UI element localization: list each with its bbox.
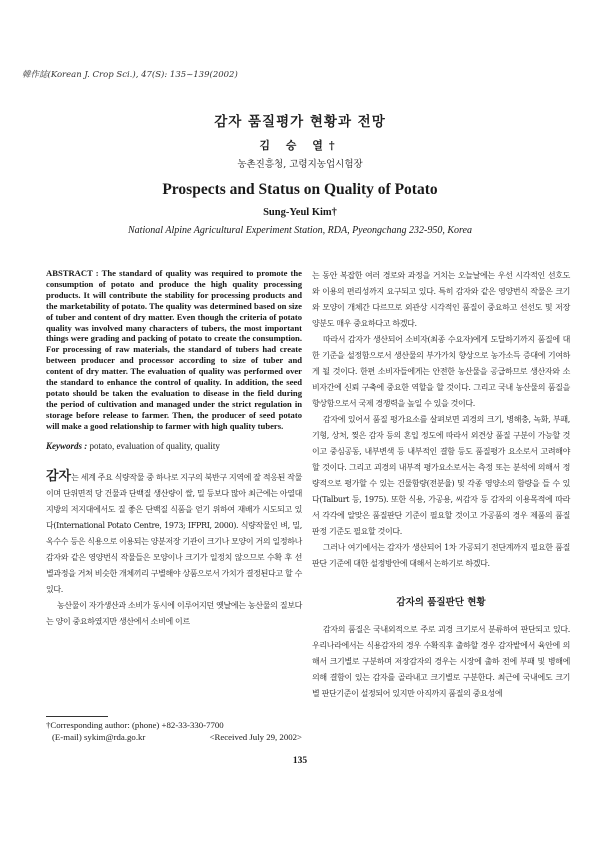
footnote-email: (E-mail) sykim@rda.go.kr [52,732,146,742]
drop-cap: 감자 [46,468,72,484]
intro-paragraph-1 [46,469,302,598]
intro-paragraph-1-text: 는 세계 주요 식량작물 중 하나로 지구의 북반구 지역에 잘 적응된 작물이며 단위면적 당 건물과 단백질 생산량이 쌀, 밀 등보다 많아 최근에는 아열대지방의 저지대에서도 질 좋은 단백질 식품을 얻기 위하여 재배가 시도되고 있다(International Potato Centre, 1973; IFPRI, 2000). 식량작물인 벼, 밀, 옥수수 등은 식용으로 이용되는 양분저장 기관이 크기나 모양이 거의 일정하나 감자와 같은 영양번식 작물들은 모양이나 크기가 일정치 않으므로 수확 후 선별과정을 거쳐 비슷한 개체끼리 구별해야 상품으로서 가치가 결정된다고 할 수 있다. [46,472,302,594]
right-column [312,268,570,702]
footnote-received: <Received July 29, 2002> [209,732,302,742]
right-paragraph-5: 감자의 품질은 국내외적으로 주로 괴경 크기로서 분류하여 판단되고 있다. 우리나라에서는 식용감자의 경우 수확직후 출하할 경우 감자밭에서 육안에 의해서 크기별로 구분하며 저장감자의 경우는 시장에 출하 전에 부패 및 병해에 의해 결함이 있는 감자를 골라내고 크기별로 구분한다. 최근에 국내에도 크기별 판단기준이 설정되어 있지만 아직까지 품질의 중요성에 [312,625,570,698]
footnote-corresponding: †Corresponding author: (phone) +82-33-330-7700 [46,720,224,730]
right-paragraph-2: 따라서 감자가 생산되어 소비자(최종 수요자)에게 도달하기까지 품질에 대한 기준을 설정함으로서 생산물의 부가가치 향상으로 농가소득 증대에 기여하게 될 것이다. 한편 소비자들에게는 안전한 농산물을 공급하므로 생산자와 소비자간에 신뢰 구축에 중요한 역할을 할 것이다. 그리고 국내 농산물의 품질을 향상함으로서 국제 경쟁력을 높일 수 있을 것이다. [312,335,570,408]
abstract: ABSTRACT : The standard of quality was required to promote the consumption of potato and produce the high quality processing products. It will contribute the stability for processing products and the marketability of potato. The quality was determined based on size of tuber and content of dry matter. Even though the criteria of potato quality was involved many characters of tubers, the most important things were grading and packing of potato to create the consumption. For processing of raw materials, the standard of tubers had create between producer and processor according to size of tuber and content of dry matter. The evaluation of quality was performed over the standard to enhance the control of quality. In addition, the seed potato should be taken the evaluation to disease in the field during the period of cultivation and managed under the strict regulation in storage before release to farmer. Then, the producer of seed potato will make a good relationship to farmer with high quality tubers. [46,268,302,431]
journal-reference: 韓作誌(Korean J. Crop Sci.), 47(S): 135~139(2002) [22,70,238,80]
keywords-label: Keywords : [46,440,88,451]
korean-title: 감자 품질평가 현황과 전망 [214,114,386,130]
footnote-rule [46,716,108,717]
footnote [46,719,302,743]
korean-affiliation: 농촌진흥청, 고령지농업시험장 [237,159,363,170]
page-number: 135 [292,756,308,766]
korean-author: 김 승 열† [259,139,341,152]
keywords [46,441,302,451]
right-paragraph-1: 는 동안 복잡한 여러 경로와 과정을 거치는 오늘날에는 우선 시각적인 선호도와 이용의 편리성까지 요구되고 있다. 특히 감자와 같은 영양번식 작물은 크기와 모양이 개체간 다르므로 외관상 시각적인 품질이 중요하고 선선도 및 저장양분도 매우 중요하다고 하겠다. [312,271,570,328]
english-affiliation: National Alpine Agricultural Experiment Station, RDA, Pyeongchang 232-950, Korea [128,225,472,236]
section-heading: 감자의 품질판단 현황 [396,597,486,608]
english-author: Sung-Yeul Kim† [263,207,337,218]
right-paragraph-3: 감자에 있어서 품질 평가요소를 살펴보면 괴경의 크기, 병해충, 녹화, 부패, 기형, 상처, 찢은 감자 등의 혼입 정도에 따라서 외견상 품질 구분이 가능할 것이고 중심공동, 내부변색 등 내부적인 결함 등도 품질평가 요소로서 고려해야 할 것이다. 그리고 괴경의 내부적 평가요소로서는 측정 또는 분석에 의해서 정량적으로 평가할 수 있는 건물함량(전분율) 및 각종 영양소의 함량을 들 수 있다(Talburt 등, 1975). 또한 식용, 가공용, 씨감자 등 감자의 이용목적에 따라서 각각에 알맞은 품질판단 기준이 필요할 것이고 가공품의 경우 제품의 품질판정 기준도 필요할 것이다. [312,415,570,536]
left-column [46,268,302,630]
right-paragraph-4: 그러나 여기에서는 감자가 생산되어 1차 가공되기 전단계까지 필요한 품질판단 기준에 대한 설정방안에 대해서 논하기로 하겠다. [312,543,570,568]
english-title: Prospects and Status on Quality of Potato [162,181,438,198]
intro-paragraph-2: 농산물이 자가생산과 소비가 동시에 이루어지던 옛날에는 농산물의 질보다는 양이 중요하였지만 생산에서 소비에 이르 [46,600,302,626]
keywords-text: potato, evaluation of quality, quality [87,440,220,451]
